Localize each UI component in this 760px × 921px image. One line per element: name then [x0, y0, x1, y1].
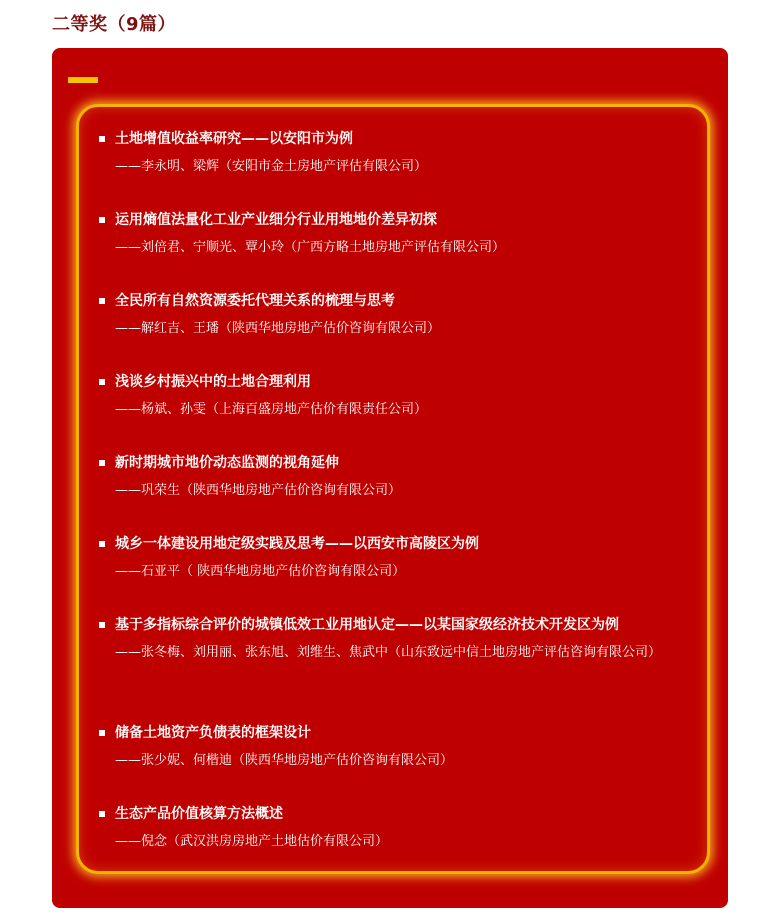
- award-item: [99, 615, 693, 666]
- award-title: 全民所有自然资源委托代理关系的梳理与思考: [115, 293, 395, 309]
- accent-bar: [68, 77, 98, 83]
- award-authors: ——解红吉、王璠（陕西华地房地产估价咨询有限公司）: [115, 321, 441, 336]
- award-item: [99, 210, 693, 261]
- square-bullet-icon: [99, 217, 105, 223]
- square-bullet-icon: [99, 622, 105, 628]
- award-authors: ——石亚平（ 陕西华地房地产估价咨询有限公司）: [115, 564, 406, 579]
- award-title: 基于多指标综合评价的城镇低效工业用地认定——以某国家级经济技术开发区为例: [115, 617, 619, 633]
- award-item: [99, 723, 693, 774]
- award-authors: ——李永明、梁辉（安阳市金土房地产评估有限公司）: [115, 159, 428, 174]
- award-item: [99, 804, 693, 855]
- section-heading: 二等奖（9篇）: [52, 14, 177, 35]
- award-panel: [52, 48, 728, 908]
- award-item: [99, 453, 693, 504]
- award-authors: ——巩荣生（陕西华地房地产估价咨询有限公司）: [115, 483, 402, 498]
- square-bullet-icon: [99, 811, 105, 817]
- award-title: 土地增值收益率研究——以安阳市为例: [115, 131, 353, 147]
- award-title: 生态产品价值核算方法概述: [115, 806, 283, 822]
- award-item: [99, 291, 693, 342]
- award-title: 城乡一体建设用地定级实践及思考——以西安市高陵区为例: [115, 536, 479, 552]
- square-bullet-icon: [99, 541, 105, 547]
- award-title: 储备土地资产负债表的框架设计: [115, 725, 311, 741]
- award-item: [99, 129, 693, 180]
- square-bullet-icon: [99, 298, 105, 304]
- award-authors: ——张少妮、何楷迪（陕西华地房地产估价咨询有限公司）: [115, 753, 454, 768]
- award-authors: ——倪念（武汉洪房房地产土地估价有限公司）: [115, 834, 389, 849]
- award-item: [99, 534, 693, 585]
- square-bullet-icon: [99, 460, 105, 466]
- award-title: 浅谈乡村振兴中的土地合理利用: [115, 374, 311, 390]
- square-bullet-icon: [99, 136, 105, 142]
- award-authors: ——刘倍君、宁顺光、覃小玲（广西方略土地房地产评估有限公司）: [115, 240, 506, 255]
- award-list-frame: [76, 104, 710, 874]
- award-title: 新时期城市地价动态监测的视角延伸: [115, 455, 339, 471]
- award-authors: ——杨斌、孙雯（上海百盛房地产估价有限责任公司）: [115, 402, 428, 417]
- square-bullet-icon: [99, 730, 105, 736]
- award-item: [99, 372, 693, 423]
- award-authors: ——张冬梅、刘用丽、张东旭、刘维生、焦武中（山东致远中信土地房地产评估咨询有限公司）: [115, 645, 662, 660]
- award-title: 运用熵值法量化工业产业细分行业用地地价差异初探: [115, 212, 437, 228]
- square-bullet-icon: [99, 379, 105, 385]
